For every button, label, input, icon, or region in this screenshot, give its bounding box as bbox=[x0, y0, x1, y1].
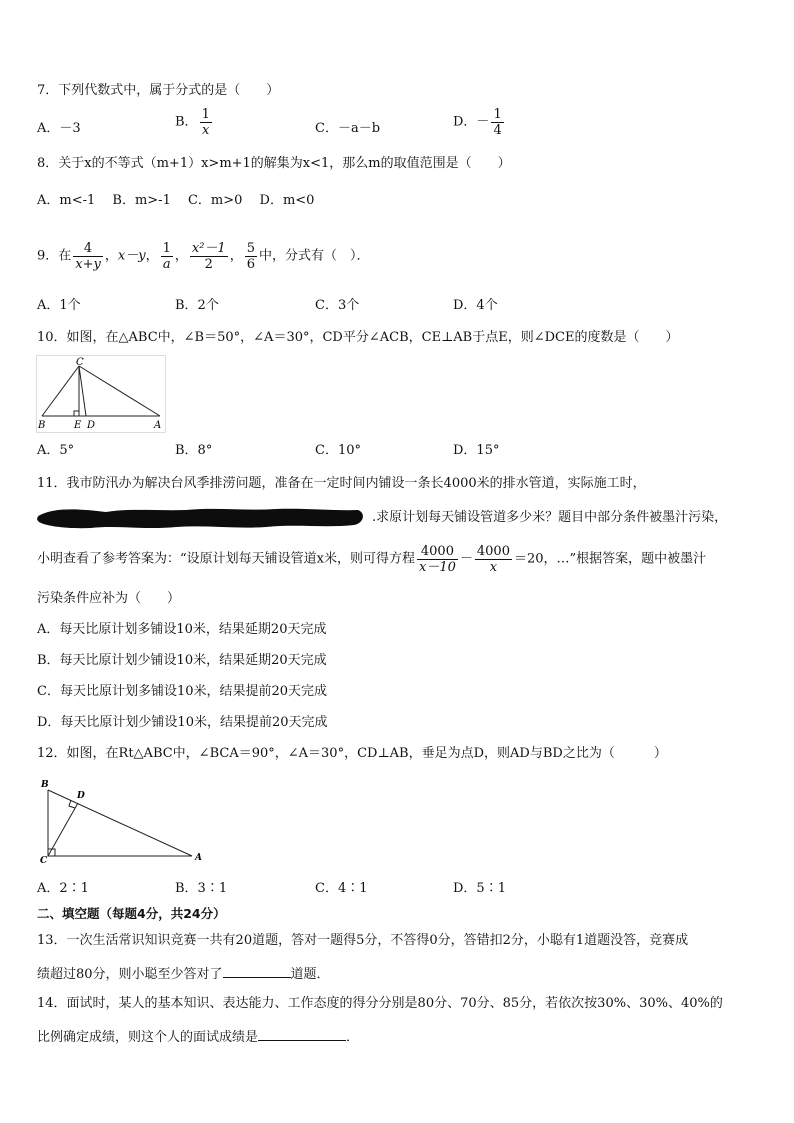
q7-b-denominator: x bbox=[202, 123, 210, 138]
q10-label-b: B bbox=[38, 420, 46, 431]
q11-line-2: .求原计划每天铺设管道多少米？题目中部分条件被墨汁污染， bbox=[372, 510, 728, 525]
q9-term-2: x－y bbox=[117, 248, 146, 264]
q10-option-c: C．10° bbox=[315, 443, 361, 458]
q10-stem: 10．如图，在△ABC中，∠B＝50°，∠A＝30°，CD平分∠ACB，CE⊥AB于点E，则∠DCE的度数是（ ） bbox=[37, 330, 679, 345]
q10-label-d: D bbox=[87, 420, 96, 431]
q7-option-c: C．－a－b bbox=[315, 121, 381, 136]
q11-option-b: B．每天比原计划少铺设10米，结果延期20天完成 bbox=[37, 653, 327, 668]
q9-option-c: C．3个 bbox=[315, 298, 360, 313]
q8-stem: 8．关于x的不等式（m+1）x>m+1的解集为x<1，那么m的取值范围是（ ） bbox=[37, 156, 511, 171]
q12-label-d: D bbox=[77, 791, 85, 801]
q10-label-c: C bbox=[76, 357, 84, 368]
q7-option-d: D．－ $\frac{1}{4}$ bbox=[453, 107, 502, 138]
q11-option-c: C．每天比原计划多铺设10米，结果提前20天完成 bbox=[37, 684, 328, 699]
q10-option-d: D．15° bbox=[453, 443, 500, 458]
q9-fraction-5: $\frac{5}{6}$ bbox=[246, 241, 255, 272]
q9-fraction-4: $\frac{\text{x²－1}}{2}$ bbox=[191, 241, 226, 272]
q12-label-b: B bbox=[41, 780, 49, 790]
q10-option-a: A．5° bbox=[37, 443, 75, 458]
q10-triangle-figure bbox=[36, 355, 166, 433]
q13-line-1: 13．一次生活常识知识竞赛一共有20道题，答对一题得5分，不答得0分，答错扣2分，小聪有1道题没答，竞赛成 bbox=[37, 933, 689, 948]
q7-d-denominator: 4 bbox=[493, 123, 502, 138]
q13-line-2: 绩超过80分，则小聪至少答对了 道题． bbox=[37, 967, 330, 982]
q12-right-triangle-figure bbox=[38, 776, 206, 864]
q8-options: A．m<-1 B．m>-1 C．m>0 D．m<0 bbox=[37, 193, 315, 208]
q11-line-4: 污染条件应补为（ ） bbox=[37, 591, 181, 606]
q12-option-a: A．2∶1 bbox=[37, 881, 89, 896]
q7-option-a: A．－3 bbox=[37, 121, 81, 136]
q14-line-2: 比例确定成绩，则这个人的面试成绩是 ． bbox=[37, 1030, 360, 1045]
q10-option-b: B．8° bbox=[175, 443, 213, 458]
q12-stem: 12．如图，在Rt△ABC中，∠BCA＝90°，∠A＝30°，CD⊥AB，垂足为点D，则AD与BD之比为（ ） bbox=[37, 746, 667, 761]
q13-answer-blank[interactable] bbox=[223, 965, 291, 978]
section-heading-fill-in: 二、填空题（每题4分，共24分） bbox=[37, 906, 226, 921]
q12-option-b: B．3∶1 bbox=[175, 881, 228, 896]
q9-option-a: A．1个 bbox=[37, 298, 81, 313]
q7-option-b: B． $\frac{1}{x}$ bbox=[175, 107, 210, 138]
q7-stem: 7．下列代数式中，属于分式的是（ ） bbox=[37, 83, 280, 98]
q9-option-d: D．4个 bbox=[453, 298, 498, 313]
q9-option-b: B．2个 bbox=[175, 298, 219, 313]
q11-equation-fraction-2: $\frac{4000}{x}$ bbox=[476, 544, 510, 575]
q12-option-c: C．4∶1 bbox=[315, 881, 368, 896]
q9-stem: 9．在 $\frac{4}{x+y}$ ，x－y， $\frac{1}{a}$ ， $\frac{\text{x²－1}}{2}$ ， $\frac{5}{6}$ 中，分式有（ ）． bbox=[37, 241, 370, 272]
q7-d-numerator: 1 bbox=[493, 107, 502, 122]
q12-label-c: C bbox=[40, 856, 48, 864]
ink-stain-redaction bbox=[36, 503, 366, 531]
q10-label-a: A bbox=[154, 420, 162, 431]
q12-label-a: A bbox=[195, 853, 202, 863]
q14-answer-blank[interactable] bbox=[258, 1028, 346, 1041]
q9-fraction-3: $\frac{1}{a}$ bbox=[162, 241, 171, 272]
q11-option-d: D．每天比原计划少铺设10米，结果提前20天完成 bbox=[37, 715, 328, 730]
q11-line-1: 11．我市防汛办为解决台风季排涝问题，准备在一定时间内铺设一条长4000米的排水管道，实际施工时， bbox=[37, 476, 646, 491]
q9-fraction-1: $\frac{4}{x+y}$ bbox=[75, 241, 101, 272]
q11-equation-fraction-1: $\frac{4000}{x-10}$ bbox=[418, 544, 456, 575]
q10-label-e: E bbox=[74, 420, 82, 431]
q11-line-3: 小明查看了参考答案为：“设原计划每天铺设管道x米，则可得方程 $\frac{4000}{x-10}$ － $\frac{4000}{x}$ ＝20，…”根据答案，题中被墨汁 bbox=[37, 544, 707, 575]
q14-line-1: 14．面试时，某人的基本知识、表达能力、工作态度的得分分别是80分、70分、85分，若依次按30%、30%、40%的 bbox=[37, 996, 723, 1011]
q7-b-numerator: 1 bbox=[201, 107, 210, 122]
q11-option-a: A．每天比原计划多铺设10米，结果延期20天完成 bbox=[37, 622, 327, 637]
q12-option-d: D．5∶1 bbox=[453, 881, 506, 896]
